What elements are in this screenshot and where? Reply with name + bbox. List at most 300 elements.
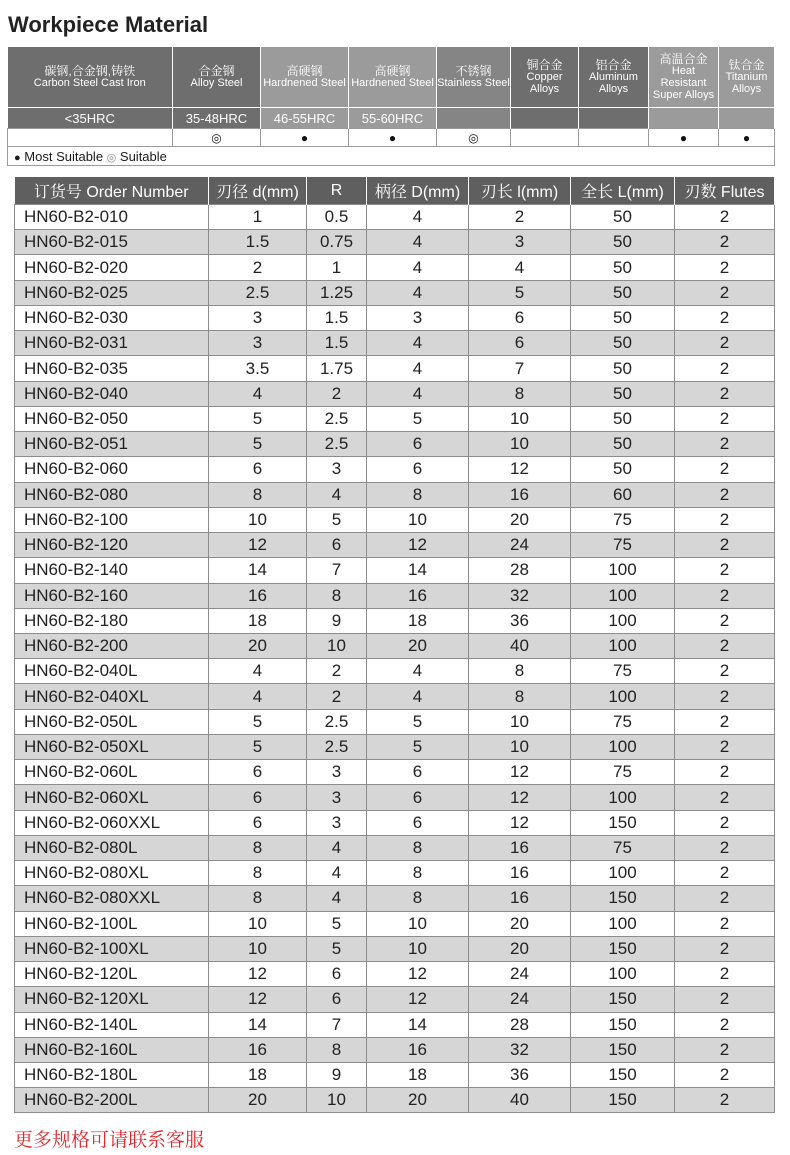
table-cell: 1.5 <box>209 230 307 255</box>
table-cell: 6 <box>367 432 469 457</box>
table-row <box>15 987 775 1012</box>
table-row <box>15 305 775 330</box>
table-cell: 2 <box>675 709 775 734</box>
material-name-zh: 碳钢,合金钢,铸铁 <box>44 64 136 78</box>
table-cell: 2 <box>675 255 775 280</box>
table-cell: 2 <box>675 356 775 381</box>
table-cell: 1.5 <box>307 305 367 330</box>
table-row <box>15 482 775 507</box>
table-cell: 4 <box>209 684 307 709</box>
column-header: 全长 L(mm) <box>571 177 675 205</box>
table-cell: 2.5 <box>209 280 307 305</box>
table-row <box>15 1037 775 1062</box>
suitability-cell: ◎ <box>437 129 511 147</box>
table-cell: 7 <box>469 356 571 381</box>
order-number-cell: HN60-B2-080 <box>15 482 209 507</box>
material-header-row <box>8 47 775 108</box>
material-name-en: Aluminum Alloys <box>589 71 638 95</box>
order-number-cell: HN60-B2-040L <box>15 659 209 684</box>
table-cell: 12 <box>209 987 307 1012</box>
suitability-cell <box>579 129 649 147</box>
table-cell: 2 <box>675 305 775 330</box>
order-number-cell: HN60-B2-040 <box>15 381 209 406</box>
table-row <box>15 760 775 785</box>
table-cell: 8 <box>469 381 571 406</box>
material-name-en: Heat Resistant Super Alloys <box>652 65 715 101</box>
material-header <box>173 47 261 108</box>
table-cell: 2 <box>675 734 775 759</box>
table-row <box>15 1062 775 1087</box>
legend-row <box>8 147 775 166</box>
table-cell: 100 <box>571 633 675 658</box>
table-cell: 4 <box>367 356 469 381</box>
table-cell: 12 <box>469 810 571 835</box>
table-cell: 9 <box>307 1062 367 1087</box>
table-cell: 100 <box>571 785 675 810</box>
table-cell: 4 <box>367 230 469 255</box>
table-cell: 14 <box>209 558 307 583</box>
table-row <box>15 684 775 709</box>
material-header <box>8 47 173 108</box>
order-number-cell: HN60-B2-120XL <box>15 987 209 1012</box>
order-number-cell: HN60-B2-060XL <box>15 785 209 810</box>
material-header <box>437 47 511 108</box>
table-cell: 2 <box>675 886 775 911</box>
order-number-cell: HN60-B2-051 <box>15 432 209 457</box>
table-cell: 150 <box>571 1062 675 1087</box>
material-name-en: Carbon Steel Cast Iron <box>33 77 146 89</box>
table-cell: 150 <box>571 810 675 835</box>
order-number-cell: HN60-B2-080XXL <box>15 886 209 911</box>
table-cell: 3 <box>469 230 571 255</box>
table-cell: 2 <box>675 785 775 810</box>
material-name-en: Copper Alloys <box>526 71 563 95</box>
table-cell: 20 <box>469 936 571 961</box>
table-cell: 2.5 <box>307 406 367 431</box>
table-cell: 2 <box>675 684 775 709</box>
order-number-cell: HN60-B2-200 <box>15 633 209 658</box>
table-cell: 5 <box>307 911 367 936</box>
table-row <box>15 886 775 911</box>
table-cell: 5 <box>209 432 307 457</box>
table-cell: 16 <box>367 583 469 608</box>
table-cell: 6 <box>367 457 469 482</box>
table-cell: 2.5 <box>307 709 367 734</box>
table-cell: 150 <box>571 936 675 961</box>
order-number-cell: HN60-B2-080L <box>15 835 209 860</box>
table-cell: 50 <box>571 331 675 356</box>
table-cell: 2 <box>675 406 775 431</box>
table-row <box>15 230 775 255</box>
material-name-zh: 不锈钢 <box>455 64 492 78</box>
table-cell: 18 <box>209 608 307 633</box>
hardness-cell: 35-48HRC <box>173 108 261 129</box>
table-cell: 6 <box>209 760 307 785</box>
table-cell: 3.5 <box>209 356 307 381</box>
table-cell: 5 <box>307 936 367 961</box>
table-cell: 4 <box>367 331 469 356</box>
suitability-row <box>8 129 775 147</box>
table-cell: 16 <box>209 1037 307 1062</box>
table-cell: 2 <box>675 1088 775 1113</box>
table-cell: 6 <box>307 962 367 987</box>
table-cell: 2 <box>675 760 775 785</box>
table-cell: 2 <box>675 205 775 230</box>
table-cell: 8 <box>469 659 571 684</box>
hardness-cell <box>579 108 649 129</box>
table-cell: 8 <box>209 482 307 507</box>
order-number-cell: HN60-B2-060XXL <box>15 810 209 835</box>
table-cell: 4 <box>367 381 469 406</box>
table-cell: 40 <box>469 633 571 658</box>
material-header <box>261 47 349 108</box>
table-cell: 10 <box>209 911 307 936</box>
table-cell: 2 <box>675 583 775 608</box>
table-cell: 0.75 <box>307 230 367 255</box>
table-cell: 4 <box>307 886 367 911</box>
order-number-cell: HN60-B2-180 <box>15 608 209 633</box>
table-cell: 75 <box>571 709 675 734</box>
table-cell: 50 <box>571 305 675 330</box>
table-cell: 16 <box>469 482 571 507</box>
table-cell: 10 <box>209 936 307 961</box>
table-cell: 50 <box>571 432 675 457</box>
table-cell: 14 <box>367 558 469 583</box>
table-cell: 2 <box>307 381 367 406</box>
hardness-cell <box>649 108 719 129</box>
order-number-cell: HN60-B2-030 <box>15 305 209 330</box>
suitability-cell: ● <box>649 129 719 147</box>
order-number-cell: HN60-B2-035 <box>15 356 209 381</box>
table-cell: 12 <box>367 533 469 558</box>
order-number-cell: HN60-B2-060 <box>15 457 209 482</box>
table-cell: 150 <box>571 987 675 1012</box>
order-number-cell: HN60-B2-025 <box>15 280 209 305</box>
table-cell: 12 <box>469 457 571 482</box>
table-cell: 4 <box>307 835 367 860</box>
order-number-cell: HN60-B2-031 <box>15 331 209 356</box>
table-cell: 4 <box>469 255 571 280</box>
table-cell: 5 <box>209 709 307 734</box>
legend <box>8 147 775 166</box>
table-cell: 2 <box>675 936 775 961</box>
table-cell: 4 <box>367 255 469 280</box>
table-cell: 6 <box>469 331 571 356</box>
material-header <box>511 47 579 108</box>
table-cell: 40 <box>469 1088 571 1113</box>
table-cell: 2 <box>675 432 775 457</box>
table-cell: 8 <box>367 886 469 911</box>
table-cell: 5 <box>209 734 307 759</box>
dimension-table <box>14 177 775 1113</box>
column-header: 订货号 Order Number <box>15 177 209 205</box>
table-cell: 2 <box>675 835 775 860</box>
column-header: 刃数 Flutes <box>675 177 775 205</box>
table-cell: 2 <box>675 280 775 305</box>
table-cell: 100 <box>571 962 675 987</box>
table-cell: 10 <box>469 734 571 759</box>
table-cell: 50 <box>571 381 675 406</box>
table-cell: 10 <box>469 432 571 457</box>
table-row <box>15 533 775 558</box>
order-number-cell: HN60-B2-140L <box>15 1012 209 1037</box>
table-cell: 12 <box>367 962 469 987</box>
table-cell: 20 <box>367 633 469 658</box>
suitability-cell: ● <box>349 129 437 147</box>
table-cell: 2.5 <box>307 432 367 457</box>
table-cell: 20 <box>469 911 571 936</box>
table-cell: 4 <box>307 861 367 886</box>
table-cell: 60 <box>571 482 675 507</box>
table-cell: 20 <box>209 633 307 658</box>
table-cell: 8 <box>307 1037 367 1062</box>
table-cell: 1 <box>209 205 307 230</box>
table-cell: 2 <box>675 659 775 684</box>
table-row <box>15 432 775 457</box>
table-row <box>15 457 775 482</box>
table-cell: 2 <box>675 482 775 507</box>
table-cell: 4 <box>367 684 469 709</box>
order-number-cell: HN60-B2-060L <box>15 760 209 785</box>
table-cell: 12 <box>367 987 469 1012</box>
table-cell: 14 <box>209 1012 307 1037</box>
table-cell: 32 <box>469 1037 571 1062</box>
table-cell: 2 <box>675 457 775 482</box>
material-name-en: Hardnened Steel <box>351 77 434 89</box>
table-row <box>15 734 775 759</box>
table-cell: 2 <box>675 810 775 835</box>
table-cell: 12 <box>209 962 307 987</box>
table-cell: 2 <box>675 962 775 987</box>
workpiece-material-table <box>7 47 775 166</box>
order-number-cell: HN60-B2-120L <box>15 962 209 987</box>
column-header: 刃长 l(mm) <box>469 177 571 205</box>
most-suitable-label: Most Suitable <box>24 148 104 164</box>
table-cell: 8 <box>367 835 469 860</box>
table-cell: 100 <box>571 583 675 608</box>
table-cell: 5 <box>367 406 469 431</box>
table-cell: 2 <box>675 533 775 558</box>
table-cell: 10 <box>367 911 469 936</box>
material-name-en: Alloy Steel <box>190 77 243 89</box>
table-row <box>15 835 775 860</box>
table-cell: 16 <box>469 886 571 911</box>
table-cell: 16 <box>469 835 571 860</box>
table-cell: 8 <box>367 861 469 886</box>
table-cell: 14 <box>367 1012 469 1037</box>
table-cell: 100 <box>571 558 675 583</box>
table-cell: 7 <box>307 1012 367 1037</box>
table-row <box>15 709 775 734</box>
table-cell: 1.25 <box>307 280 367 305</box>
table-cell: 6 <box>307 987 367 1012</box>
table-row <box>15 331 775 356</box>
suitability-cell <box>511 129 579 147</box>
table-row <box>15 659 775 684</box>
table-cell: 5 <box>209 406 307 431</box>
table-cell: 2 <box>675 861 775 886</box>
table-cell: 3 <box>307 810 367 835</box>
table-cell: 150 <box>571 886 675 911</box>
material-header <box>719 47 775 108</box>
order-number-cell: HN60-B2-050XL <box>15 734 209 759</box>
table-cell: 28 <box>469 558 571 583</box>
table-cell: 8 <box>367 482 469 507</box>
table-cell: 150 <box>571 1037 675 1062</box>
material-name-zh: 高硬钢 <box>286 64 323 78</box>
table-cell: 3 <box>367 305 469 330</box>
table-cell: 4 <box>209 659 307 684</box>
order-number-cell: HN60-B2-050 <box>15 406 209 431</box>
table-cell: 100 <box>571 861 675 886</box>
table-cell: 3 <box>307 785 367 810</box>
table-cell: 6 <box>367 760 469 785</box>
table-cell: 24 <box>469 962 571 987</box>
table-cell: 6 <box>367 810 469 835</box>
table-cell: 20 <box>209 1088 307 1113</box>
order-number-cell: HN60-B2-160 <box>15 583 209 608</box>
table-cell: 8 <box>209 835 307 860</box>
table-cell: 50 <box>571 457 675 482</box>
table-cell: 100 <box>571 684 675 709</box>
table-cell: 8 <box>307 583 367 608</box>
table-cell: 10 <box>307 1088 367 1113</box>
table-cell: 18 <box>367 608 469 633</box>
table-cell: 16 <box>469 861 571 886</box>
table-cell: 2 <box>307 659 367 684</box>
order-number-cell: HN60-B2-100 <box>15 507 209 532</box>
table-row <box>15 280 775 305</box>
table-row <box>15 962 775 987</box>
suitable-label: Suitable <box>119 148 167 164</box>
table-cell: 75 <box>571 507 675 532</box>
material-name-en: Titanium Alloys <box>725 71 768 95</box>
table-cell: 100 <box>571 734 675 759</box>
table-cell: 50 <box>571 280 675 305</box>
table-cell: 6 <box>209 457 307 482</box>
hardness-row <box>8 108 775 129</box>
table-cell: 3 <box>307 457 367 482</box>
table-row <box>15 861 775 886</box>
table-cell: 10 <box>469 709 571 734</box>
table-cell: 12 <box>469 760 571 785</box>
table-row <box>15 936 775 961</box>
suitability-cell: ● <box>261 129 349 147</box>
hardness-cell <box>437 108 511 129</box>
table-cell: 150 <box>571 1088 675 1113</box>
table-cell: 6 <box>307 533 367 558</box>
order-number-cell: HN60-B2-200L <box>15 1088 209 1113</box>
table-cell: 5 <box>307 507 367 532</box>
table-cell: 8 <box>209 861 307 886</box>
order-number-cell: HN60-B2-010 <box>15 205 209 230</box>
table-cell: 4 <box>367 205 469 230</box>
table-cell: 150 <box>571 1012 675 1037</box>
table-cell: 2 <box>469 205 571 230</box>
table-cell: 3 <box>209 331 307 356</box>
table-row <box>15 810 775 835</box>
table-cell: 50 <box>571 230 675 255</box>
table-cell: 75 <box>571 533 675 558</box>
table-cell: 2 <box>675 1062 775 1087</box>
table-cell: 0.5 <box>307 205 367 230</box>
table-cell: 2 <box>675 1012 775 1037</box>
hardness-cell <box>511 108 579 129</box>
column-header: 刃径 d(mm) <box>209 177 307 205</box>
table-cell: 24 <box>469 987 571 1012</box>
table-cell: 50 <box>571 406 675 431</box>
material-name-en: Stainless Steel <box>437 77 510 89</box>
hardness-cell <box>719 108 775 129</box>
table-row <box>15 507 775 532</box>
table-cell: 4 <box>367 280 469 305</box>
order-number-cell: HN60-B2-180L <box>15 1062 209 1087</box>
column-header: 柄径 D(mm) <box>367 177 469 205</box>
table-cell: 4 <box>209 381 307 406</box>
table-cell: 75 <box>571 760 675 785</box>
table-cell: 2 <box>675 987 775 1012</box>
table-cell: 2 <box>675 230 775 255</box>
suitability-cell: ◎ <box>173 129 261 147</box>
dimension-header-row <box>15 177 775 205</box>
table-cell: 2 <box>675 1037 775 1062</box>
table-cell: 2 <box>307 684 367 709</box>
table-cell: 2 <box>675 633 775 658</box>
table-cell: 20 <box>367 1088 469 1113</box>
material-header <box>579 47 649 108</box>
table-cell: 16 <box>209 583 307 608</box>
hardness-cell: <35HRC <box>8 108 173 129</box>
table-cell: 2.5 <box>307 734 367 759</box>
contact-note: 更多规格可请联系客服 <box>14 1130 205 1151</box>
suitability-cell: ● <box>719 129 775 147</box>
table-row <box>15 205 775 230</box>
material-name-zh: 铜合金 <box>526 58 563 72</box>
table-cell: 12 <box>209 533 307 558</box>
column-header: R <box>307 177 367 205</box>
table-cell: 5 <box>367 734 469 759</box>
table-cell: 50 <box>571 205 675 230</box>
table-row <box>15 406 775 431</box>
table-cell: 10 <box>367 507 469 532</box>
table-cell: 7 <box>307 558 367 583</box>
order-number-cell: HN60-B2-040XL <box>15 684 209 709</box>
table-cell: 24 <box>469 533 571 558</box>
table-cell: 6 <box>469 305 571 330</box>
table-cell: 100 <box>571 608 675 633</box>
table-cell: 18 <box>209 1062 307 1087</box>
material-name-zh: 铝合金 <box>595 58 632 72</box>
table-cell: 8 <box>209 886 307 911</box>
table-cell: 6 <box>209 785 307 810</box>
table-cell: 9 <box>307 608 367 633</box>
table-cell: 2 <box>209 255 307 280</box>
table-row <box>15 356 775 381</box>
table-cell: 10 <box>469 406 571 431</box>
material-name-zh: 合金钢 <box>198 64 235 78</box>
table-row <box>15 633 775 658</box>
table-cell: 36 <box>469 1062 571 1087</box>
material-name-zh: 高温合金 <box>659 52 708 66</box>
table-row <box>15 1088 775 1113</box>
order-number-cell: HN60-B2-080XL <box>15 861 209 886</box>
table-row <box>15 1012 775 1037</box>
material-header <box>649 47 719 108</box>
table-row <box>15 785 775 810</box>
table-cell: 50 <box>571 356 675 381</box>
table-cell: 2 <box>675 381 775 406</box>
order-number-cell: HN60-B2-050L <box>15 709 209 734</box>
